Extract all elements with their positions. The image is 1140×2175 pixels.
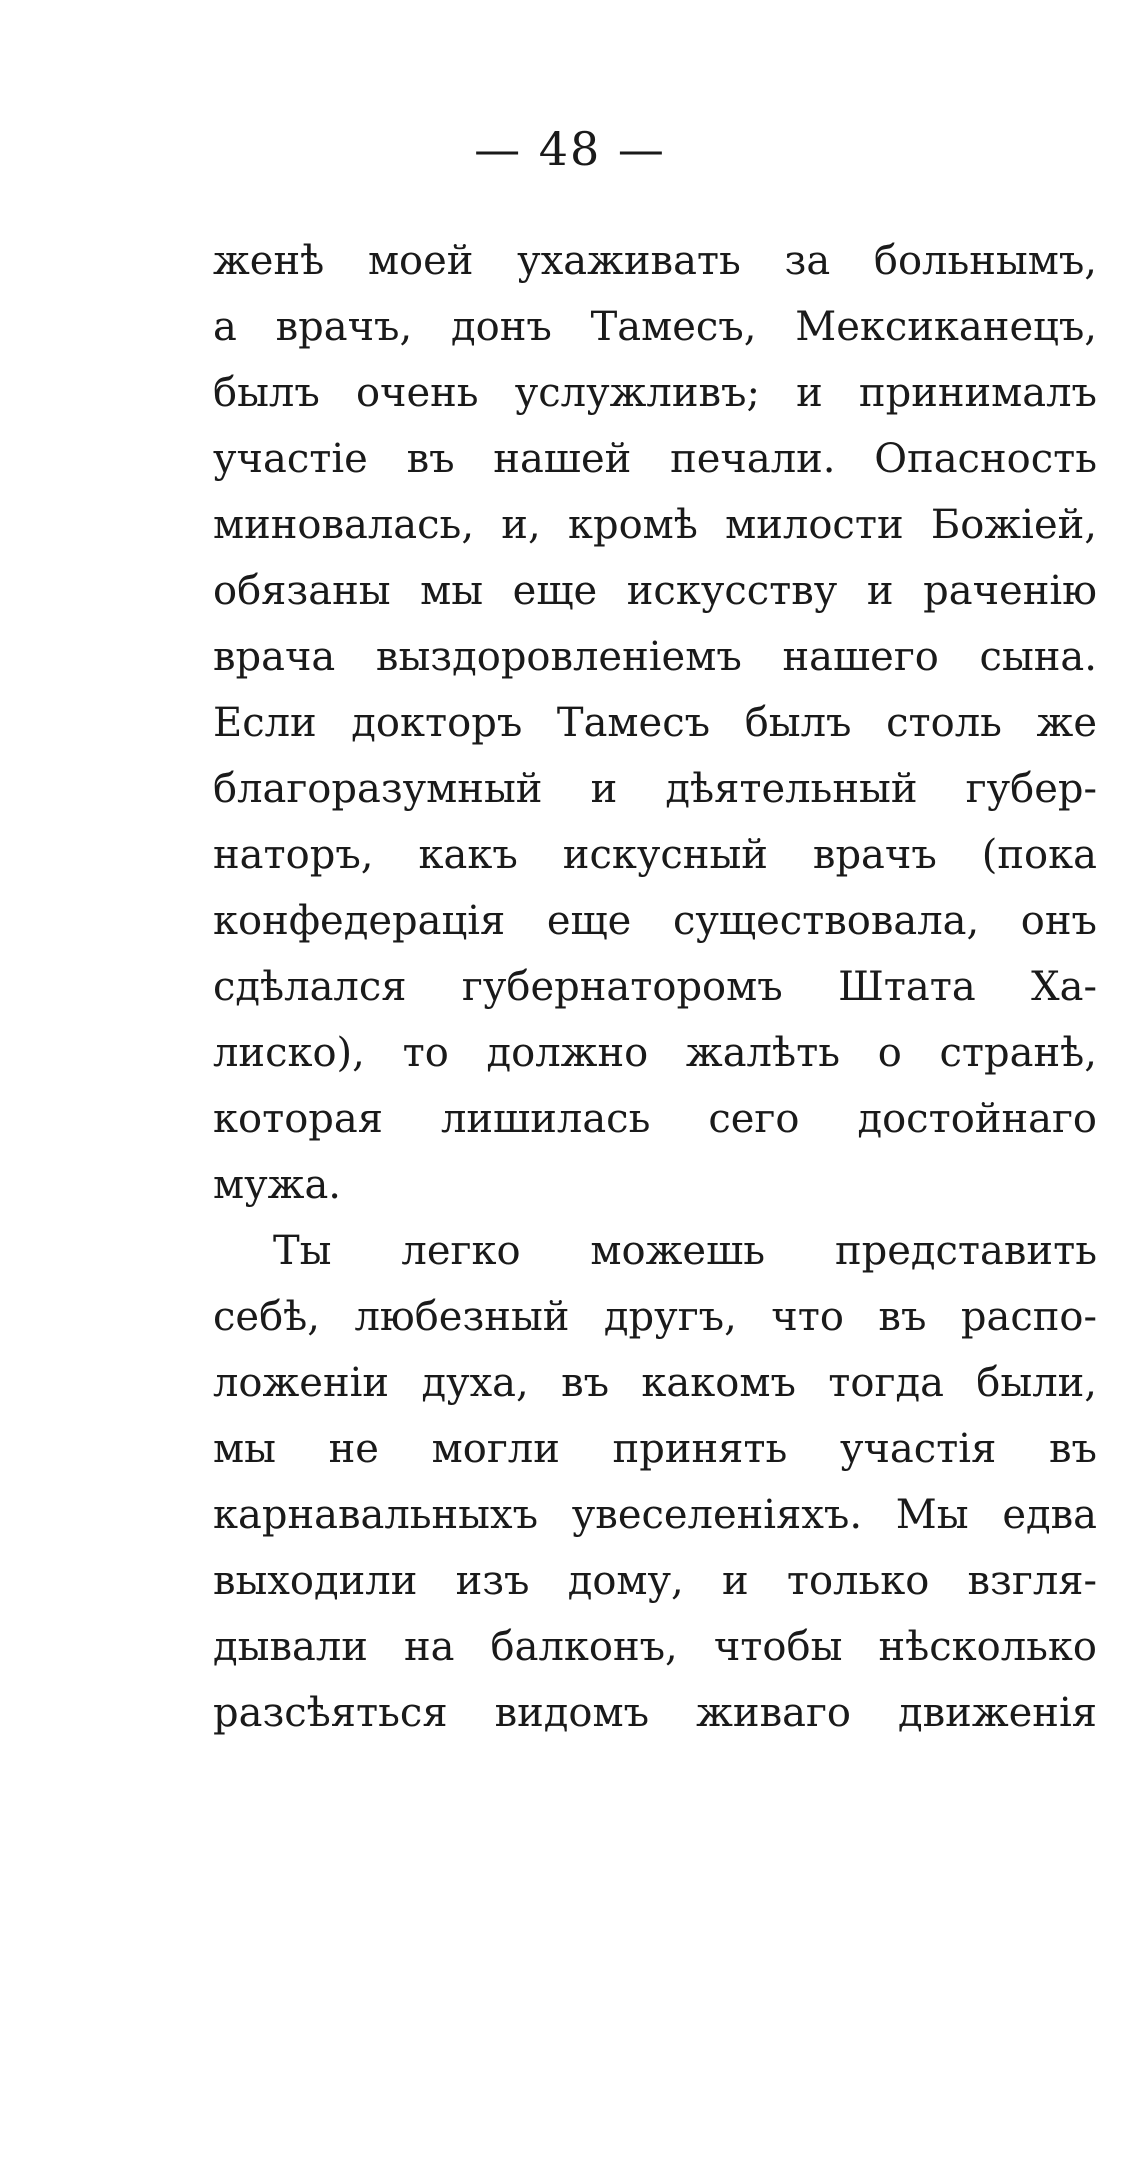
text-line: которая лишилась сего достойнаго (213, 1096, 1097, 1142)
paragraph-end-line: мужа. (213, 1162, 342, 1208)
page-number: — 48 — (474, 122, 666, 176)
body-text (213, 228, 1097, 1746)
text-line: былъ очень услужливъ; и принималъ (213, 370, 1097, 416)
text-line: разсѣяться видомъ живаго движенія (213, 1690, 1097, 1736)
text-line: благоразумный и дѣятельный губер- (213, 766, 1097, 812)
text-line: участіе въ нашей печали. Опасность (213, 436, 1097, 482)
text-line: себѣ, любезный другъ, что въ распо- (213, 1294, 1097, 1340)
text-line: мы не могли принять участія въ (213, 1426, 1097, 1472)
text-line: дывали на балконъ, чтобы нѣсколько (213, 1624, 1097, 1670)
text-line: ложеніи духа, въ какомъ тогда были, (213, 1360, 1097, 1406)
text-line: а врачъ, донъ Тамесъ, Мексиканецъ, (213, 304, 1097, 350)
text-line: конфедерація еще существовала, онъ (213, 898, 1097, 944)
text-line: карнавальныхъ увеселеніяхъ. Мы едва (213, 1492, 1097, 1538)
text-line: обязаны мы еще искусству и раченію (213, 568, 1097, 614)
text-line: миновалась, и, кромѣ милости Божіей, (213, 502, 1097, 548)
paragraph-start-line: Ты легко можешь представить (273, 1228, 1097, 1274)
text-line: сдѣлался губернаторомъ Штата Ха- (213, 964, 1097, 1010)
text-line: Если докторъ Тамесъ былъ столь же (213, 700, 1097, 746)
text-line: выходили изъ дому, и только взгля- (213, 1558, 1097, 1604)
text-line: женѣ моей ухаживать за больнымъ, (213, 238, 1097, 284)
text-line: врача выздоровленіемъ нашего сына. (213, 634, 1097, 680)
text-line: наторъ, какъ искусный врачъ (пока (213, 832, 1097, 878)
text-line: лиско), то должно жалѣть о странѣ, (213, 1030, 1097, 1076)
